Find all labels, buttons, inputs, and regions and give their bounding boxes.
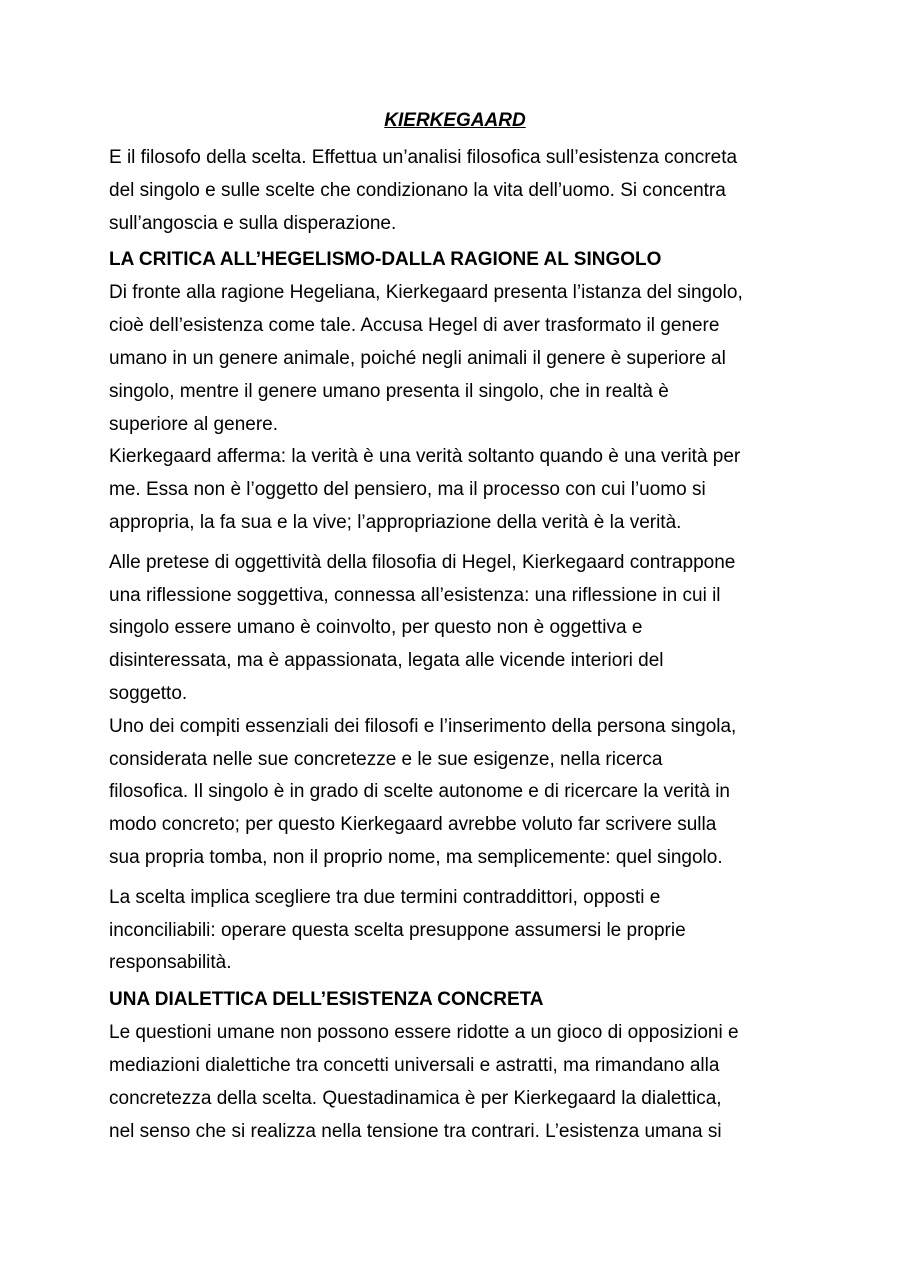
intro-paragraph [109, 142, 799, 240]
text-line: cioè dell’esistenza come tale. Accusa Hegel di aver trasformato il genere [109, 315, 720, 337]
text-line: singolo essere umano è coinvolto, per questo non è oggettiva e [109, 617, 643, 639]
text-line: Alle pretese di oggettività della filosofia di Hegel, Kierkegaard contrappone [109, 551, 736, 573]
text-line: responsabilità. [109, 952, 232, 974]
text-line: filosofica. Il singolo è in grado di scelte autonome e di ricercare la verità in [109, 781, 730, 803]
paragraph-dialettica [109, 1017, 799, 1148]
text-line: modo concreto; per questo Kierkegaard avrebbe voluto far scrivere sulla [109, 814, 717, 836]
text-line: La scelta implica scegliere tra due termini contraddittori, opposti e [109, 886, 661, 908]
text-line: disinteressata, ma è appassionata, legata alle vicende interiori del [109, 650, 664, 672]
paragraph-oggettivita [109, 547, 799, 875]
paragraph-scelta [109, 882, 799, 980]
text-line: Di fronte alla ragione Hegeliana, Kierkegaard presenta l’istanza del singolo, [109, 282, 743, 304]
text-line: mediazioni dialettiche tra concetti universali e astratti, ma rimandano alla [109, 1054, 720, 1076]
text-line: soggetto. [109, 682, 188, 704]
section-heading-critica: LA CRITICA ALL’HEGELISMO-DALLA RAGIONE AL SINGOLO [109, 249, 662, 271]
text-line: una riflessione soggettiva, connessa all’esistenza: una riflessione in cui il [109, 584, 721, 606]
document-page [109, 108, 799, 1155]
text-line: sua propria tomba, non il proprio nome, ma semplicemente: quel singolo. [109, 846, 723, 868]
text-line: Le questioni umane non possono essere ridotte a un gioco di opposizioni e [109, 1022, 739, 1044]
text-line: umano in un genere animale, poiché negli animali il genere è superiore al [109, 347, 726, 369]
text-line: appropria, la fa sua e la vive; l’appropriazione della verità è la verità. [109, 511, 682, 533]
text-line: inconciliabili: operare questa scelta presuppone assumersi le proprie [109, 919, 686, 941]
section-heading-dialettica: UNA DIALETTICA DELL’ESISTENZA CONCRETA [109, 989, 544, 1011]
text-line: nel senso che si realizza nella tensione tra contrari. L’esistenza umana si [109, 1120, 722, 1142]
text-line: Uno dei compiti essenziali dei filosofi e l’inserimento della persona singola, [109, 715, 737, 737]
text-line: del singolo e sulle scelte che condizionano la vita dell’uomo. Si concentra [109, 179, 726, 201]
text-line: singolo, mentre il genere umano presenta il singolo, che in realtà è [109, 380, 669, 402]
text-line: superiore al genere. [109, 413, 278, 435]
text-line: concretezza della scelta. Questadinamica è per Kierkegaard la dialettica, [109, 1087, 722, 1109]
text-line: sull’angoscia e sulla disperazione. [109, 212, 397, 234]
text-line: Kierkegaard afferma: la verità è una verità soltanto quando è una verità per [109, 446, 741, 468]
text-line: me. Essa non è l’oggetto del pensiero, ma il processo con cui l’uomo si [109, 479, 706, 501]
text-line: E il filosofo della scelta. Effettua un’analisi filosofica sull’esistenza concreta [109, 147, 738, 168]
text-line: considerata nelle sue concretezze e le sue esigenze, nella ricerca [109, 748, 663, 770]
document-title: KIERKEGAARD [384, 110, 526, 131]
paragraph-ragione [109, 277, 799, 539]
